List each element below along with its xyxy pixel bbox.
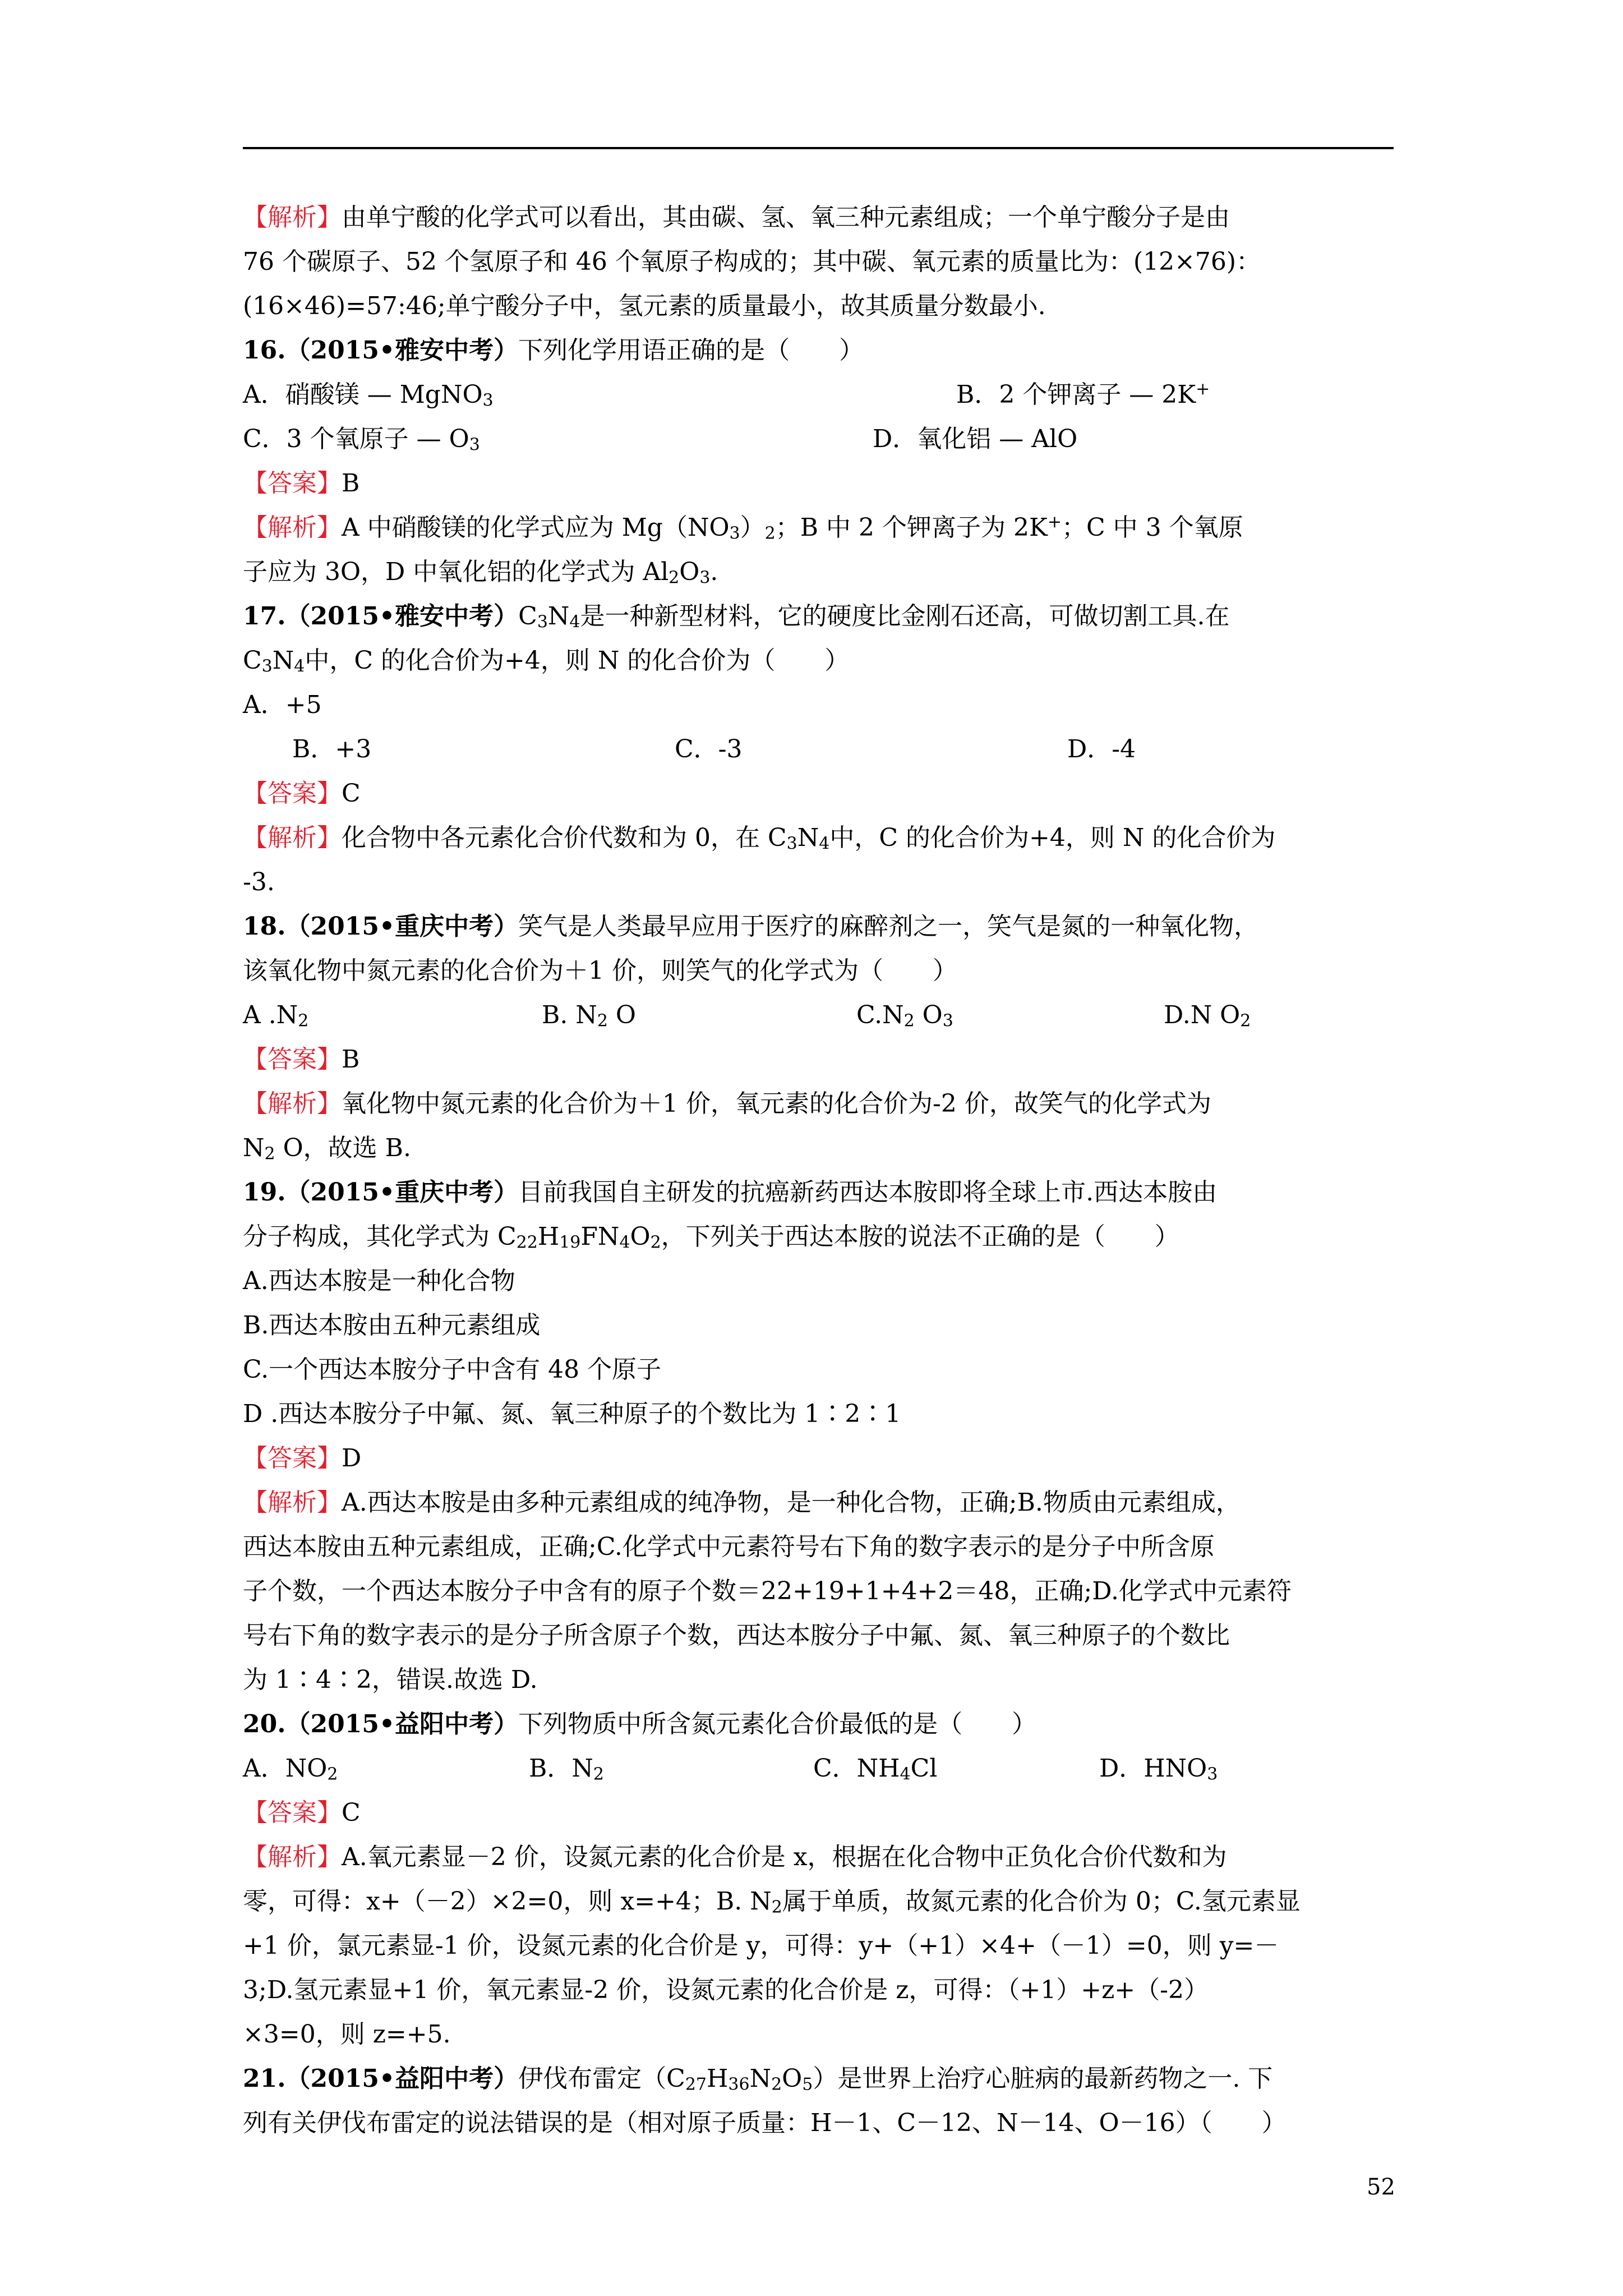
explanation-label: 【解析】 — [243, 823, 342, 852]
option-a: A．$NO_2$ — [243, 1754, 338, 1784]
question-18: 18.（2015•重庆中考）笑气是人类最早应用于医疗的麻醉剂之一，笑气是氮的一种氧化物， — [243, 912, 1259, 941]
text-line — [243, 195, 1394, 240]
explanation-label: 【解析】 — [243, 513, 342, 542]
option-d: D．氧化铝 — AlO — [873, 425, 1078, 453]
explanation-label: 【解析】 — [243, 1488, 342, 1517]
answer-value: C — [342, 1798, 361, 1827]
option-a: A．+5 — [243, 691, 322, 719]
option-a: A $.N_2$ — [243, 1001, 309, 1031]
answer-value: B — [342, 1045, 360, 1074]
text-line: 为 1∶4∶2，错误.故选 D. — [243, 1665, 538, 1694]
text-line: 【解析】氧化物中氮元素的化合价为＋1 价，氧元素的化合价为-2 价，故笑气的化学式为 — [243, 1089, 1211, 1118]
answer-line — [243, 1037, 1394, 1082]
option-d: D．-4 — [1067, 735, 1136, 763]
answer-line — [243, 461, 1394, 505]
options-row — [243, 1746, 1394, 1791]
question-number: 16.（2015•雅安中考） — [243, 336, 519, 365]
explanation-label: 【解析】 — [243, 1089, 342, 1118]
text-line: ×3=0，则 z=+5. — [243, 2020, 451, 2049]
options-row — [243, 372, 1394, 417]
option-b: B.西达本胺由五种元素组成 — [243, 1311, 541, 1340]
text-line: 3;D.氢元素显+1 价，氧元素显-2 价，设氮元素的化合价是 z，可得：（+1）+z+（-2） — [243, 1976, 1209, 2004]
text-line: 【解析】化合物中各元素化合价代数和为 0，在 $C_3N_4$中，C 的化合价为+4，则 N 的化合价为 — [243, 823, 1276, 854]
question-16 — [243, 328, 1394, 372]
text-line — [243, 240, 1394, 284]
option-b: B．+3 — [292, 735, 372, 763]
question-20: 20.（2015•益阳中考）下列物质中所含氮元素化合价最低的是（ ） — [243, 1710, 1037, 1738]
option-c: C．$NH_4Cl$ — [813, 1754, 938, 1784]
option-c: C．3 个氧原子 — $O_3$ — [243, 425, 480, 455]
text-line: 列有关伊伐布雷定的说法错误的是（相对原子质量：H－1、C－12、N－14、O－16）（ ） — [243, 2109, 1287, 2137]
answer-label: 【答案】 — [243, 469, 342, 498]
text-line: 【解析】A 中硝酸镁的化学式应为 $Mg(NO_3)_2$；B 中 2 个钾离子为 2K+；C 中 3 个氧原 — [243, 512, 1243, 544]
page-content — [243, 195, 1394, 2145]
explanation-text: (16×46)=57:46;单宁酸分子中，氢元素的质量最小，故其质量分数最小. — [243, 292, 1046, 320]
answer-value: B — [342, 469, 360, 498]
explanation-text: 76 个碳原子、52 个氢原子和 46 个氧原子构成的；其中碳、氧元素的质量比为：(12×76)： — [243, 247, 1261, 276]
option-c: C．-3 — [675, 735, 743, 763]
option-c: C.一个西达本胺分子中含有 48 个原子 — [243, 1355, 662, 1384]
answer-line — [243, 771, 1394, 816]
answer-label: 【答案】 — [243, 1045, 342, 1074]
option-b: B. $N_2$ O — [542, 1001, 636, 1031]
text-line: 西达本胺由五种元素组成，正确;C.化学式中元素符号右下角的数字表示的是分子中所含原 — [243, 1533, 1215, 1561]
options-row — [243, 727, 1394, 771]
option-a: A.西达本胺是一种化合物 — [243, 1267, 515, 1295]
answer-line — [243, 1436, 1394, 1480]
question-number: 17.（2015•雅安中考） — [243, 602, 519, 631]
text-line: $C_3N_4$中，C 的化合价为+4，则 N 的化合价为（ ） — [243, 646, 850, 677]
text-line: 子应为 3O，D 中氧化铝的化学式为 $Al_2O_3$. — [243, 558, 718, 588]
text-line: 【解析】A.西达本胺是由多种元素组成的纯净物，是一种化合物，正确;B.物质由元素组成， — [243, 1488, 1241, 1517]
text-line: 分子构成，其化学式为 $C_{22}H_{19}FN_4O_2$，下列关于西达本胺的说法不正确的是（ ） — [243, 1222, 1179, 1253]
text-line: -3. — [243, 868, 275, 896]
text-line: 子个数，一个西达本胺分子中含有的原子个数＝22+19+1+4+2＝48，正确;D.化学式中元素符 — [243, 1577, 1292, 1605]
explanation-text: 由单宁酸的化学式可以看出，其由碳、氢、氧三种元素组成；一个单宁酸分子是由 — [342, 203, 1230, 232]
text-line: +1 价，氯元素显-1 价，设氮元素的化合价是 y，可得：y+（+1）×4+（－1）=0，则 y=－ — [243, 1931, 1279, 1960]
option-d: D.N $O_2$ — [1164, 1001, 1251, 1031]
text-line: 【解析】A.氧元素显－2 价，设氮元素的化合价是 x，根据在化合物中正负化合价代数和为 — [243, 1843, 1227, 1871]
explanation-label: 【解析】 — [243, 203, 342, 232]
question-19: 19.（2015•重庆中考）目前我国自主研发的抗癌新药西达本胺即将全球上市.西达本胺由 — [243, 1178, 1218, 1207]
options-row — [243, 993, 1394, 1037]
options-row — [243, 417, 1394, 461]
question-number: 19.（2015•重庆中考） — [243, 1178, 519, 1207]
text-line: 号右下角的数字表示的是分子所含原子个数，西达本胺分子中氟、氮、氧三种原子的个数比 — [243, 1621, 1230, 1650]
question-number: 21.（2015•益阳中考） — [243, 2064, 519, 2093]
answer-value: D — [342, 1444, 362, 1473]
answer-label: 【答案】 — [243, 1444, 342, 1473]
option-a: A．硝酸镁 — MgNO$_3$ — [243, 380, 494, 411]
option-b: B．2 个钾离子 — 2K+ — [956, 379, 1210, 409]
option-c: $C.N_2$ $O_3$ — [856, 1001, 953, 1031]
question-stem: 下列化学用语正确的是（ ） — [518, 336, 864, 365]
page-number: 52 — [1367, 2174, 1395, 2200]
answer-label: 【答案】 — [243, 1798, 342, 1827]
text-line: 该氧化物中氮元素的化合价为＋1 价，则笑气的化学式为（ ） — [243, 956, 957, 985]
text-line — [243, 284, 1394, 328]
answer-line — [243, 1791, 1394, 1835]
option-b: B．$N_2$ — [529, 1754, 604, 1784]
question-number: 20.（2015•益阳中考） — [243, 1710, 519, 1738]
text-line: $N_2$ O，故选 B. — [243, 1134, 411, 1164]
option-d: D .西达本胺分子中氟、氮、氧三种原子的个数比为 1∶2∶1 — [243, 1400, 901, 1428]
question-21: 21.（2015•益阳中考）伊伐布雷定$(C_{27}H_{36}N_2O_5)$是世界上治疗心脏病的最新药物之一. 下 — [243, 2064, 1273, 2095]
answer-value: C — [342, 779, 361, 808]
question-17: 17.（2015•雅安中考）$C_3N_4$是一种新型材料，它的硬度比金刚石还高，可做切割工具.在 — [243, 602, 1230, 632]
text-line: 零，可得：x+（－2）×2=0，则 x=+4；B. $N_2$属于单质，故氮元素的化合价为 0；C.氢元素显 — [243, 1887, 1301, 1917]
header-rule — [243, 147, 1394, 149]
explanation-label: 【解析】 — [243, 1843, 342, 1871]
answer-label: 【答案】 — [243, 779, 342, 808]
question-number: 18.（2015•重庆中考） — [243, 912, 519, 941]
option-d: D．$HNO_3$ — [1099, 1754, 1218, 1784]
